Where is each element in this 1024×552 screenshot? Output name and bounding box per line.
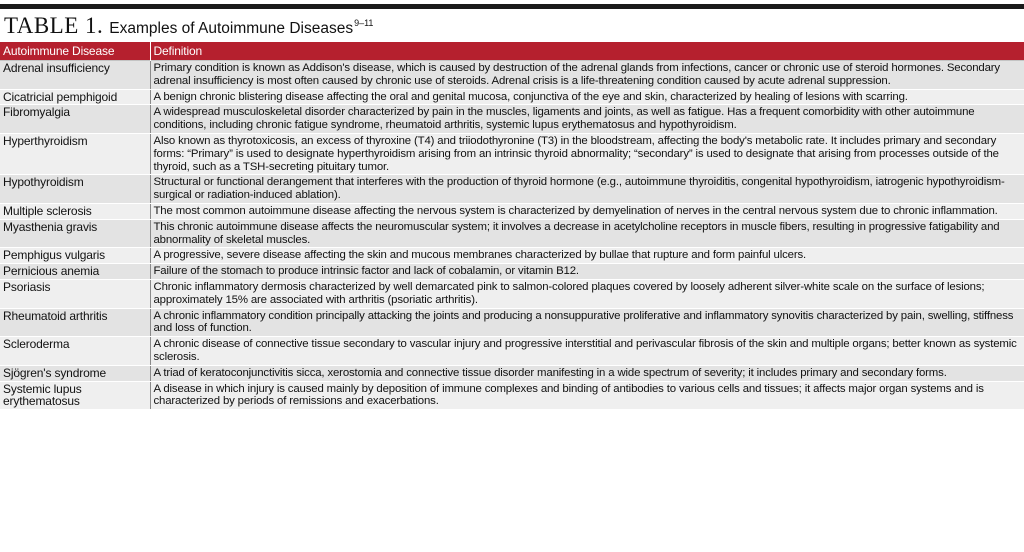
table-row xyxy=(0,248,1024,264)
table-caption xyxy=(4,13,373,39)
autoimmune-diseases-table xyxy=(0,42,1024,410)
disease-definition: Primary condition is known as Addison's disease, which is caused by destruction of the adrenal glands from infections, cancer or chronic use of steroid hormones. Secondary adrenal insufficiency is most often caused by chronic use of steroids. Adrenal crisis is a life-threatening condition caused by acute adrenal suppression. xyxy=(150,61,1024,90)
disease-definition: Structural or functional derangement that interferes with the production of thyroid hormone (e.g., autoimmune thyroiditis, congenital hypothyroidism, iatrogenic hypothyroidism-surgical or radiation-induced ablation). xyxy=(150,175,1024,204)
disease-name: Fibromyalgia xyxy=(0,105,150,134)
table-row xyxy=(0,203,1024,219)
table-row xyxy=(0,264,1024,280)
table-row xyxy=(0,308,1024,337)
table-title: Examples of Autoimmune Diseases xyxy=(109,20,354,37)
top-rule xyxy=(0,4,1024,9)
disease-definition: A widespread musculoskeletal disorder characterized by pain in the muscles, ligaments and joints, as well as fatigue. Has a frequent comorbidity with other autoimmune conditions, including chronic fatigue syndrome, rheumatoid arthritis, systemic lupus erythematosus and hypothyroidism. xyxy=(150,105,1024,134)
table-row xyxy=(0,61,1024,90)
disease-name: Adrenal insufficiency xyxy=(0,61,150,90)
table-row xyxy=(0,133,1024,174)
disease-definition: A chronic disease of connective tissue secondary to vascular injury and progressive interstitial and perivascular fibrosis of the skin and multiple organs; better known as systemic sclerosis. xyxy=(150,337,1024,366)
table-row xyxy=(0,219,1024,248)
disease-definition: Also known as thyrotoxicosis, an excess of thyroxine (T4) and triiodothyronine (T3) in the bloodstream, affecting the body's metabolic rate. It includes primary and secondary forms: “Primary” is used to designate hyperthyroidism arising from an intrinsic thyroid abnormality; “secondary” is used to designate that arising from processes outside of the thyroid, such as a TSH-secreting pituitary tumor. xyxy=(150,133,1024,174)
disease-name: Hypothyroidism xyxy=(0,175,150,204)
disease-name: Myasthenia gravis xyxy=(0,219,150,248)
disease-name: Multiple sclerosis xyxy=(0,203,150,219)
disease-definition: The most common autoimmune disease affecting the nervous system is characterized by demyelination of nerves in the central nervous system due to chronic inflammation. xyxy=(150,203,1024,219)
header-autoimmune-disease: Autoimmune Disease xyxy=(0,42,150,61)
disease-definition: Chronic inflammatory dermosis characterized by well demarcated pink to salmon-colored plaques covered by loosely adherent silver-white scale on the surface of lesions; approximately 15% are associated with arthritis (psoriatic arthritis). xyxy=(150,279,1024,308)
table-row xyxy=(0,381,1024,410)
disease-definition: A triad of keratoconjunctivitis sicca, xerostomia and connective tissue disorder manifesting in a wide spectrum of severity; it includes primary and secondary forms. xyxy=(150,365,1024,381)
table-row xyxy=(0,175,1024,204)
header-definition: Definition xyxy=(150,42,1024,61)
disease-name: Systemic lupus erythematosus xyxy=(0,381,150,410)
disease-definition: A disease in which injury is caused mainly by deposition of immune complexes and binding of antibodies to various cells and tissues; it affects major organ systems and is characterized by periods of remissions and exacerbations. xyxy=(150,381,1024,410)
table-row xyxy=(0,105,1024,134)
disease-name: Rheumatoid arthritis xyxy=(0,308,150,337)
disease-definition: This chronic autoimmune disease affects the neuromuscular system; it involves a decrease in acetylcholine receptors in muscle fibers, resulting in progressive fatigability and abnormality of skeletal muscles. xyxy=(150,219,1024,248)
disease-definition: A chronic inflammatory condition principally attacking the joints and producing a nonsuppurative proliferative and inflammatory synovitis characterized by pain, swelling, stiffness and loss of function. xyxy=(150,308,1024,337)
disease-name: Pemphigus vulgaris xyxy=(0,248,150,264)
table-row xyxy=(0,365,1024,381)
table-row xyxy=(0,337,1024,366)
table-row xyxy=(0,279,1024,308)
table-label: TABLE 1. xyxy=(4,13,104,38)
disease-definition: Failure of the stomach to produce intrinsic factor and lack of cobalamin, or vitamin B12. xyxy=(150,264,1024,280)
disease-name: Psoriasis xyxy=(0,279,150,308)
disease-name: Scleroderma xyxy=(0,337,150,366)
disease-name: Cicatricial pemphigoid xyxy=(0,89,150,105)
table-header-row xyxy=(0,42,1024,61)
disease-definition: A progressive, severe disease affecting the skin and mucous membranes characterized by bullae that rupture and form painful ulcers. xyxy=(150,248,1024,264)
table-references: 9–11 xyxy=(354,18,374,28)
disease-name: Sjögren's syndrome xyxy=(0,365,150,381)
disease-name: Pernicious anemia xyxy=(0,264,150,280)
table-row xyxy=(0,89,1024,105)
disease-name: Hyperthyroidism xyxy=(0,133,150,174)
disease-definition: A benign chronic blistering disease affecting the oral and genital mucosa, conjunctiva of the eye and skin, characterized by healing of lesions with scarring. xyxy=(150,89,1024,105)
